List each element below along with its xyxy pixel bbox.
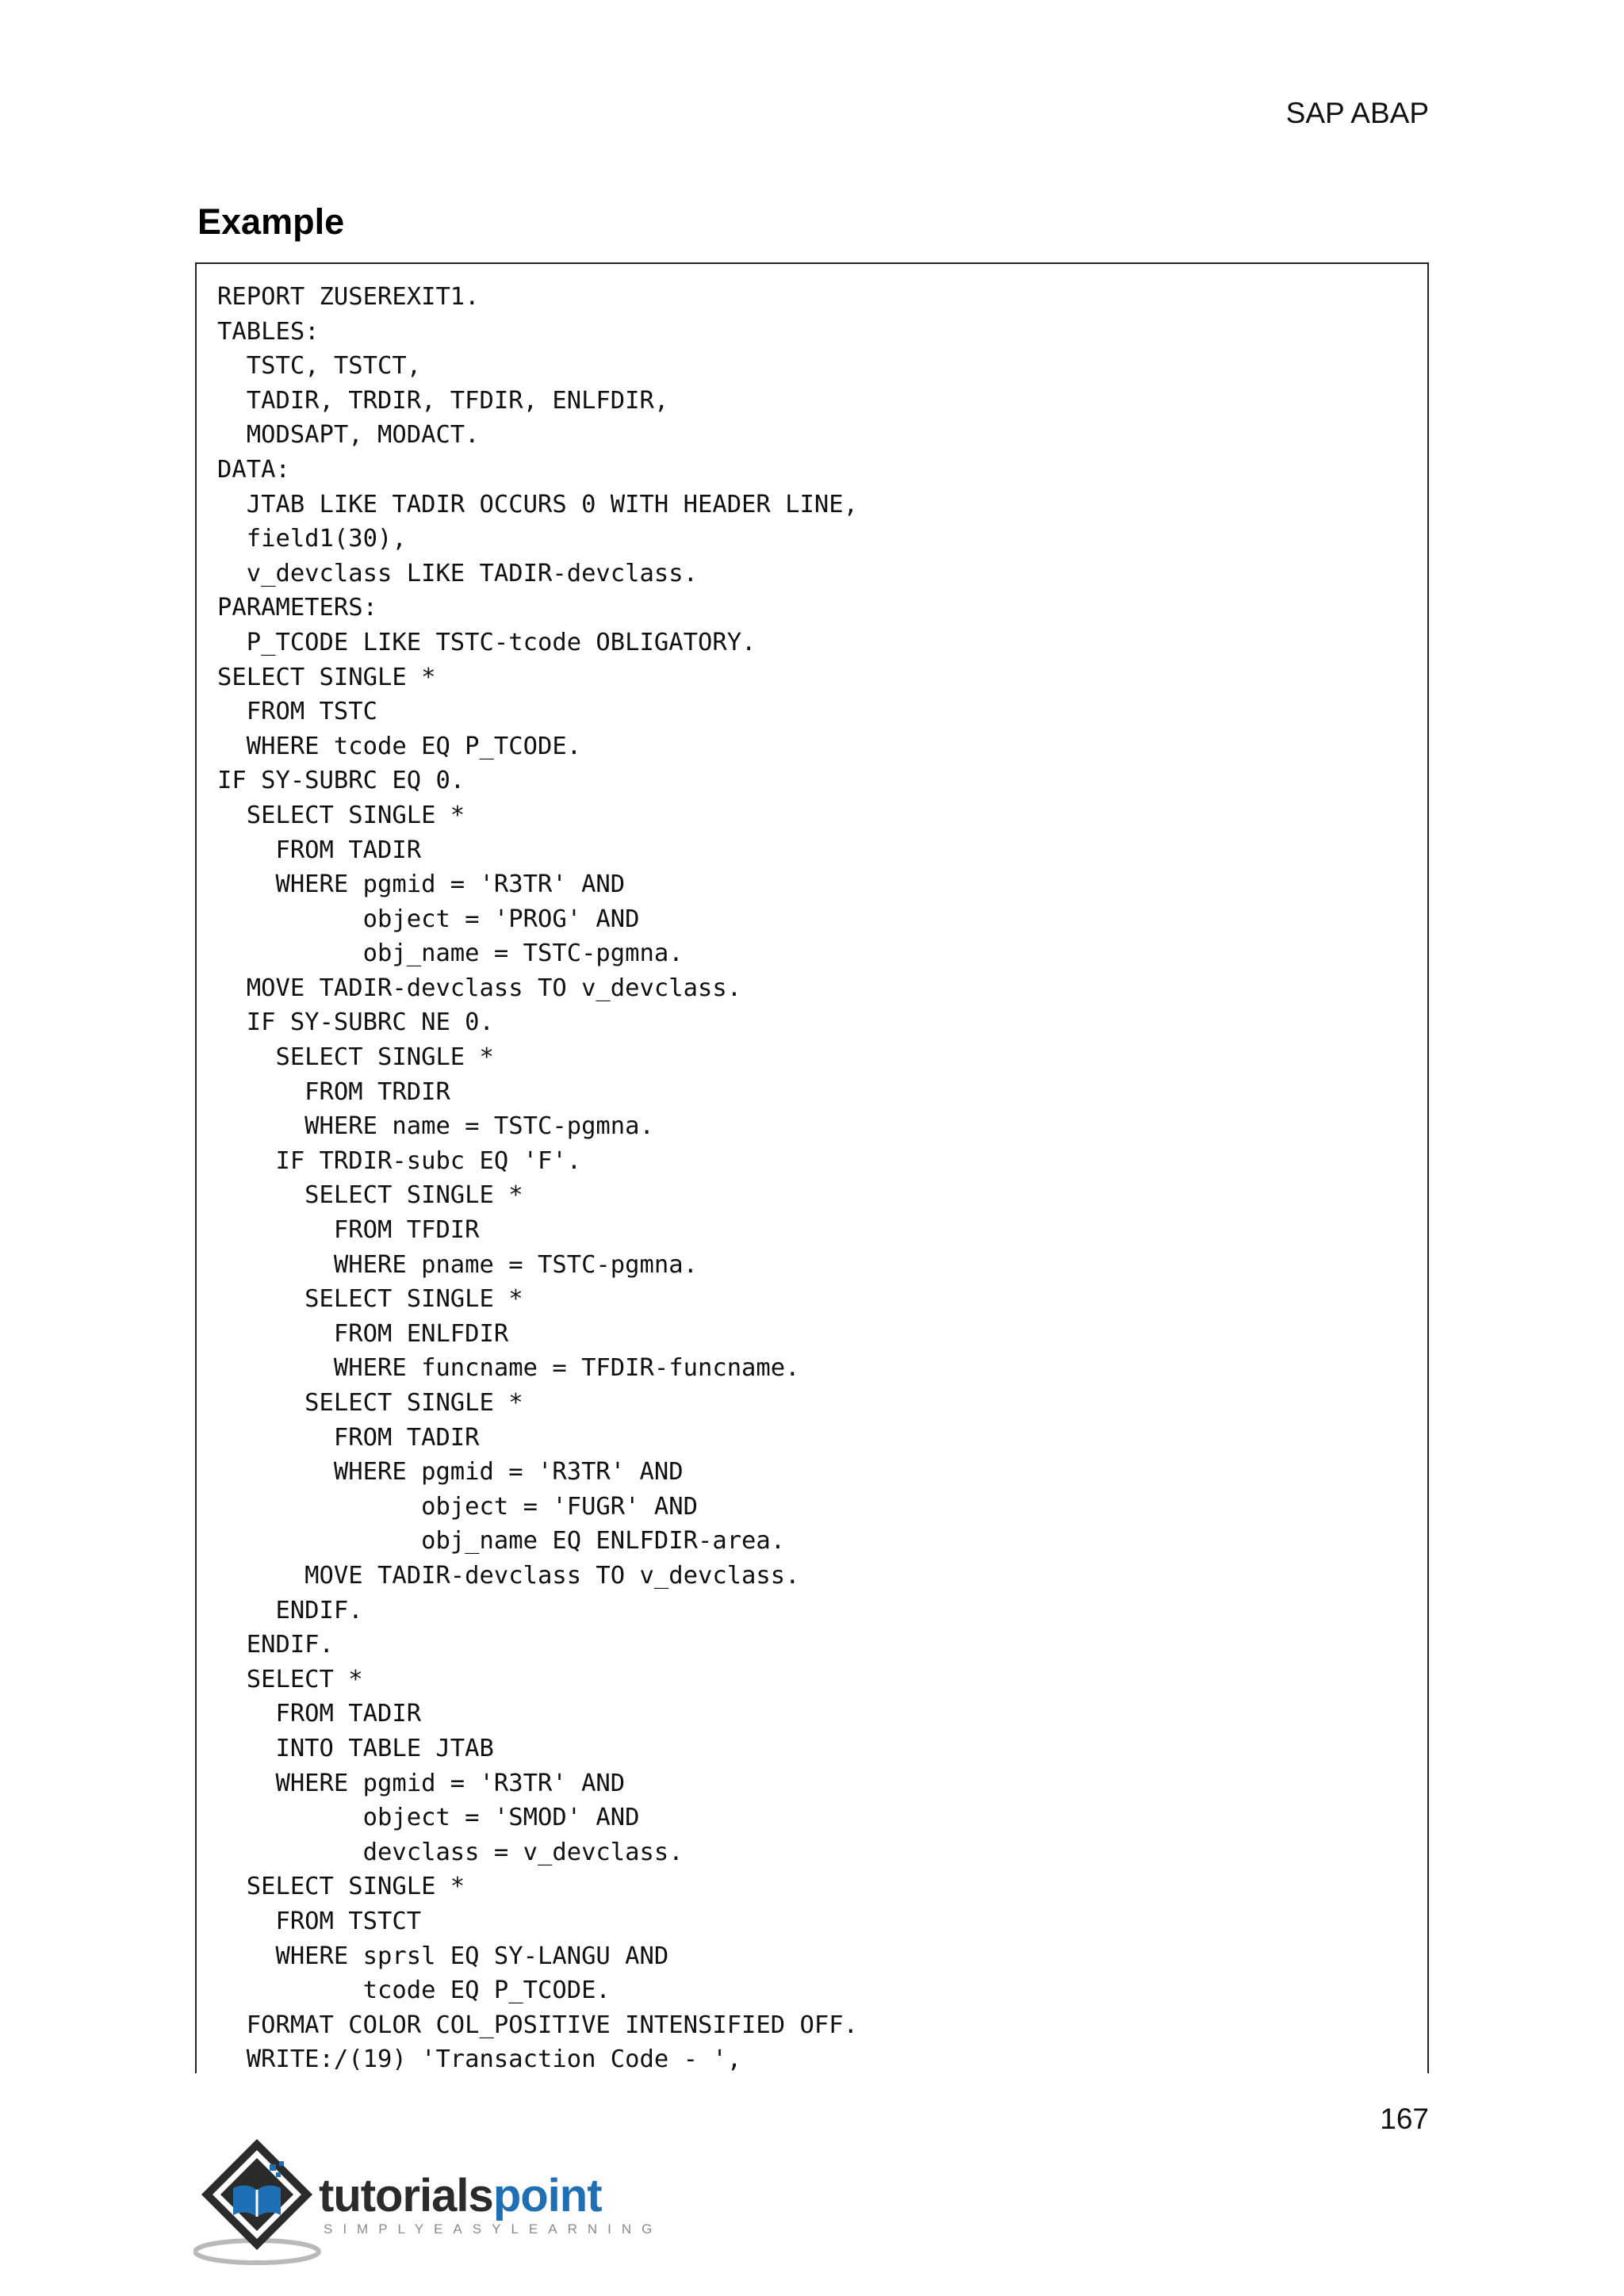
code-line: SELECT SINGLE * <box>217 663 436 691</box>
code-line: object = 'FUGR' AND <box>217 1492 698 1521</box>
code-line: devclass = v_devclass. <box>217 1838 684 1866</box>
code-line: PARAMETERS: <box>217 594 377 622</box>
code-line: SELECT * <box>217 1665 363 1693</box>
code-line: SELECT SINGLE * <box>217 1043 494 1072</box>
code-line: MOVE TADIR-devclass TO v_devclass. <box>217 1561 800 1590</box>
logo-wordmark-part2: point <box>492 2170 602 2221</box>
code-line: FROM TADIR <box>217 836 422 864</box>
code-line: MODSAPT, MODACT. <box>217 421 480 450</box>
code-line: REPORT ZUSEREXIT1. <box>217 283 480 311</box>
code-line: JTAB LIKE TADIR OCCURS 0 WITH HEADER LINE, <box>217 490 858 519</box>
code-line: tcode EQ P_TCODE. <box>217 1976 611 2005</box>
code-line: v_devclass LIKE TADIR-devclass. <box>217 559 698 587</box>
code-line: SELECT SINGLE * <box>217 1873 465 1901</box>
code-line: WHERE pgmid = 'R3TR' AND <box>217 871 626 899</box>
code-line: obj_name = TSTC-pgmna. <box>217 939 684 968</box>
code-line: WHERE pname = TSTC-pgmna. <box>217 1250 698 1279</box>
code-line: FROM TADIR <box>217 1423 480 1452</box>
code-line: object = 'PROG' AND <box>217 905 640 933</box>
section-heading: Example <box>197 201 345 242</box>
code-line: FROM ENLFDIR <box>217 1319 509 1348</box>
code-line: ENDIF. <box>217 1631 334 1659</box>
code-line: FROM TRDIR <box>217 1077 450 1106</box>
code-line: WHERE tcode EQ P_TCODE. <box>217 732 582 760</box>
code-line: TADIR, TRDIR, TFDIR, ENLFDIR, <box>217 386 669 415</box>
code-line: WHERE funcname = TFDIR-funcname. <box>217 1354 800 1383</box>
code-line: WHERE pgmid = 'R3TR' AND <box>217 1769 626 1797</box>
code-block <box>195 262 1429 2073</box>
code-line: WHERE name = TSTC-pgmna. <box>217 1112 654 1141</box>
code-line: TABLES: <box>217 317 320 346</box>
code-line: SELECT SINGLE * <box>217 1389 523 1417</box>
code-line: IF SY-SUBRC EQ 0. <box>217 767 465 795</box>
code-line: SELECT SINGLE * <box>217 801 465 829</box>
running-header: SAP ABAP <box>1285 97 1429 129</box>
code-line: P_TCODE LIKE TSTC-tcode OBLIGATORY. <box>217 628 756 656</box>
code-line: IF TRDIR-subc EQ 'F'. <box>217 1146 582 1175</box>
tutorialspoint-diamond-book-icon <box>193 2133 328 2267</box>
code-line: DATA: <box>217 455 290 484</box>
logo-tagline: SIMPLYEASYLEARNING <box>324 2221 663 2237</box>
code-line: WHERE sprsl EQ SY-LANGU AND <box>217 1942 669 1970</box>
code-line: TSTC, TSTCT, <box>217 352 422 381</box>
code-line: SELECT SINGLE * <box>217 1285 523 1314</box>
footer-logo <box>193 2133 663 2267</box>
code-line: WRITE:/(19) 'Transaction Code - ', <box>217 2045 742 2073</box>
code-line: field1(30), <box>217 525 407 553</box>
code-line: INTO TABLE JTAB <box>217 1734 494 1762</box>
code-line: object = 'SMOD' AND <box>217 1804 640 1832</box>
logo-wordmark <box>319 2169 602 2222</box>
logo-wordmark-part1: tutorials <box>319 2170 493 2221</box>
code-line: IF SY-SUBRC NE 0. <box>217 1008 494 1037</box>
code-line: FORMAT COLOR COL_POSITIVE INTENSIFIED OFF. <box>217 2011 858 2039</box>
code-line: FROM TSTCT <box>217 1907 422 1935</box>
code-line: FROM TSTC <box>217 698 377 726</box>
code-line: WHERE pgmid = 'R3TR' AND <box>217 1458 684 1487</box>
code-line: FROM TADIR <box>217 1700 422 1728</box>
code-line: MOVE TADIR-devclass TO v_devclass. <box>217 974 742 1002</box>
page-number: 167 <box>1380 2103 1429 2135</box>
code-line: obj_name EQ ENLFDIR-area. <box>217 1527 786 1556</box>
code-line: FROM TFDIR <box>217 1216 480 1245</box>
code-line: SELECT SINGLE * <box>217 1181 523 1210</box>
code-lines <box>217 280 858 2073</box>
code-line: ENDIF. <box>217 1596 363 1624</box>
